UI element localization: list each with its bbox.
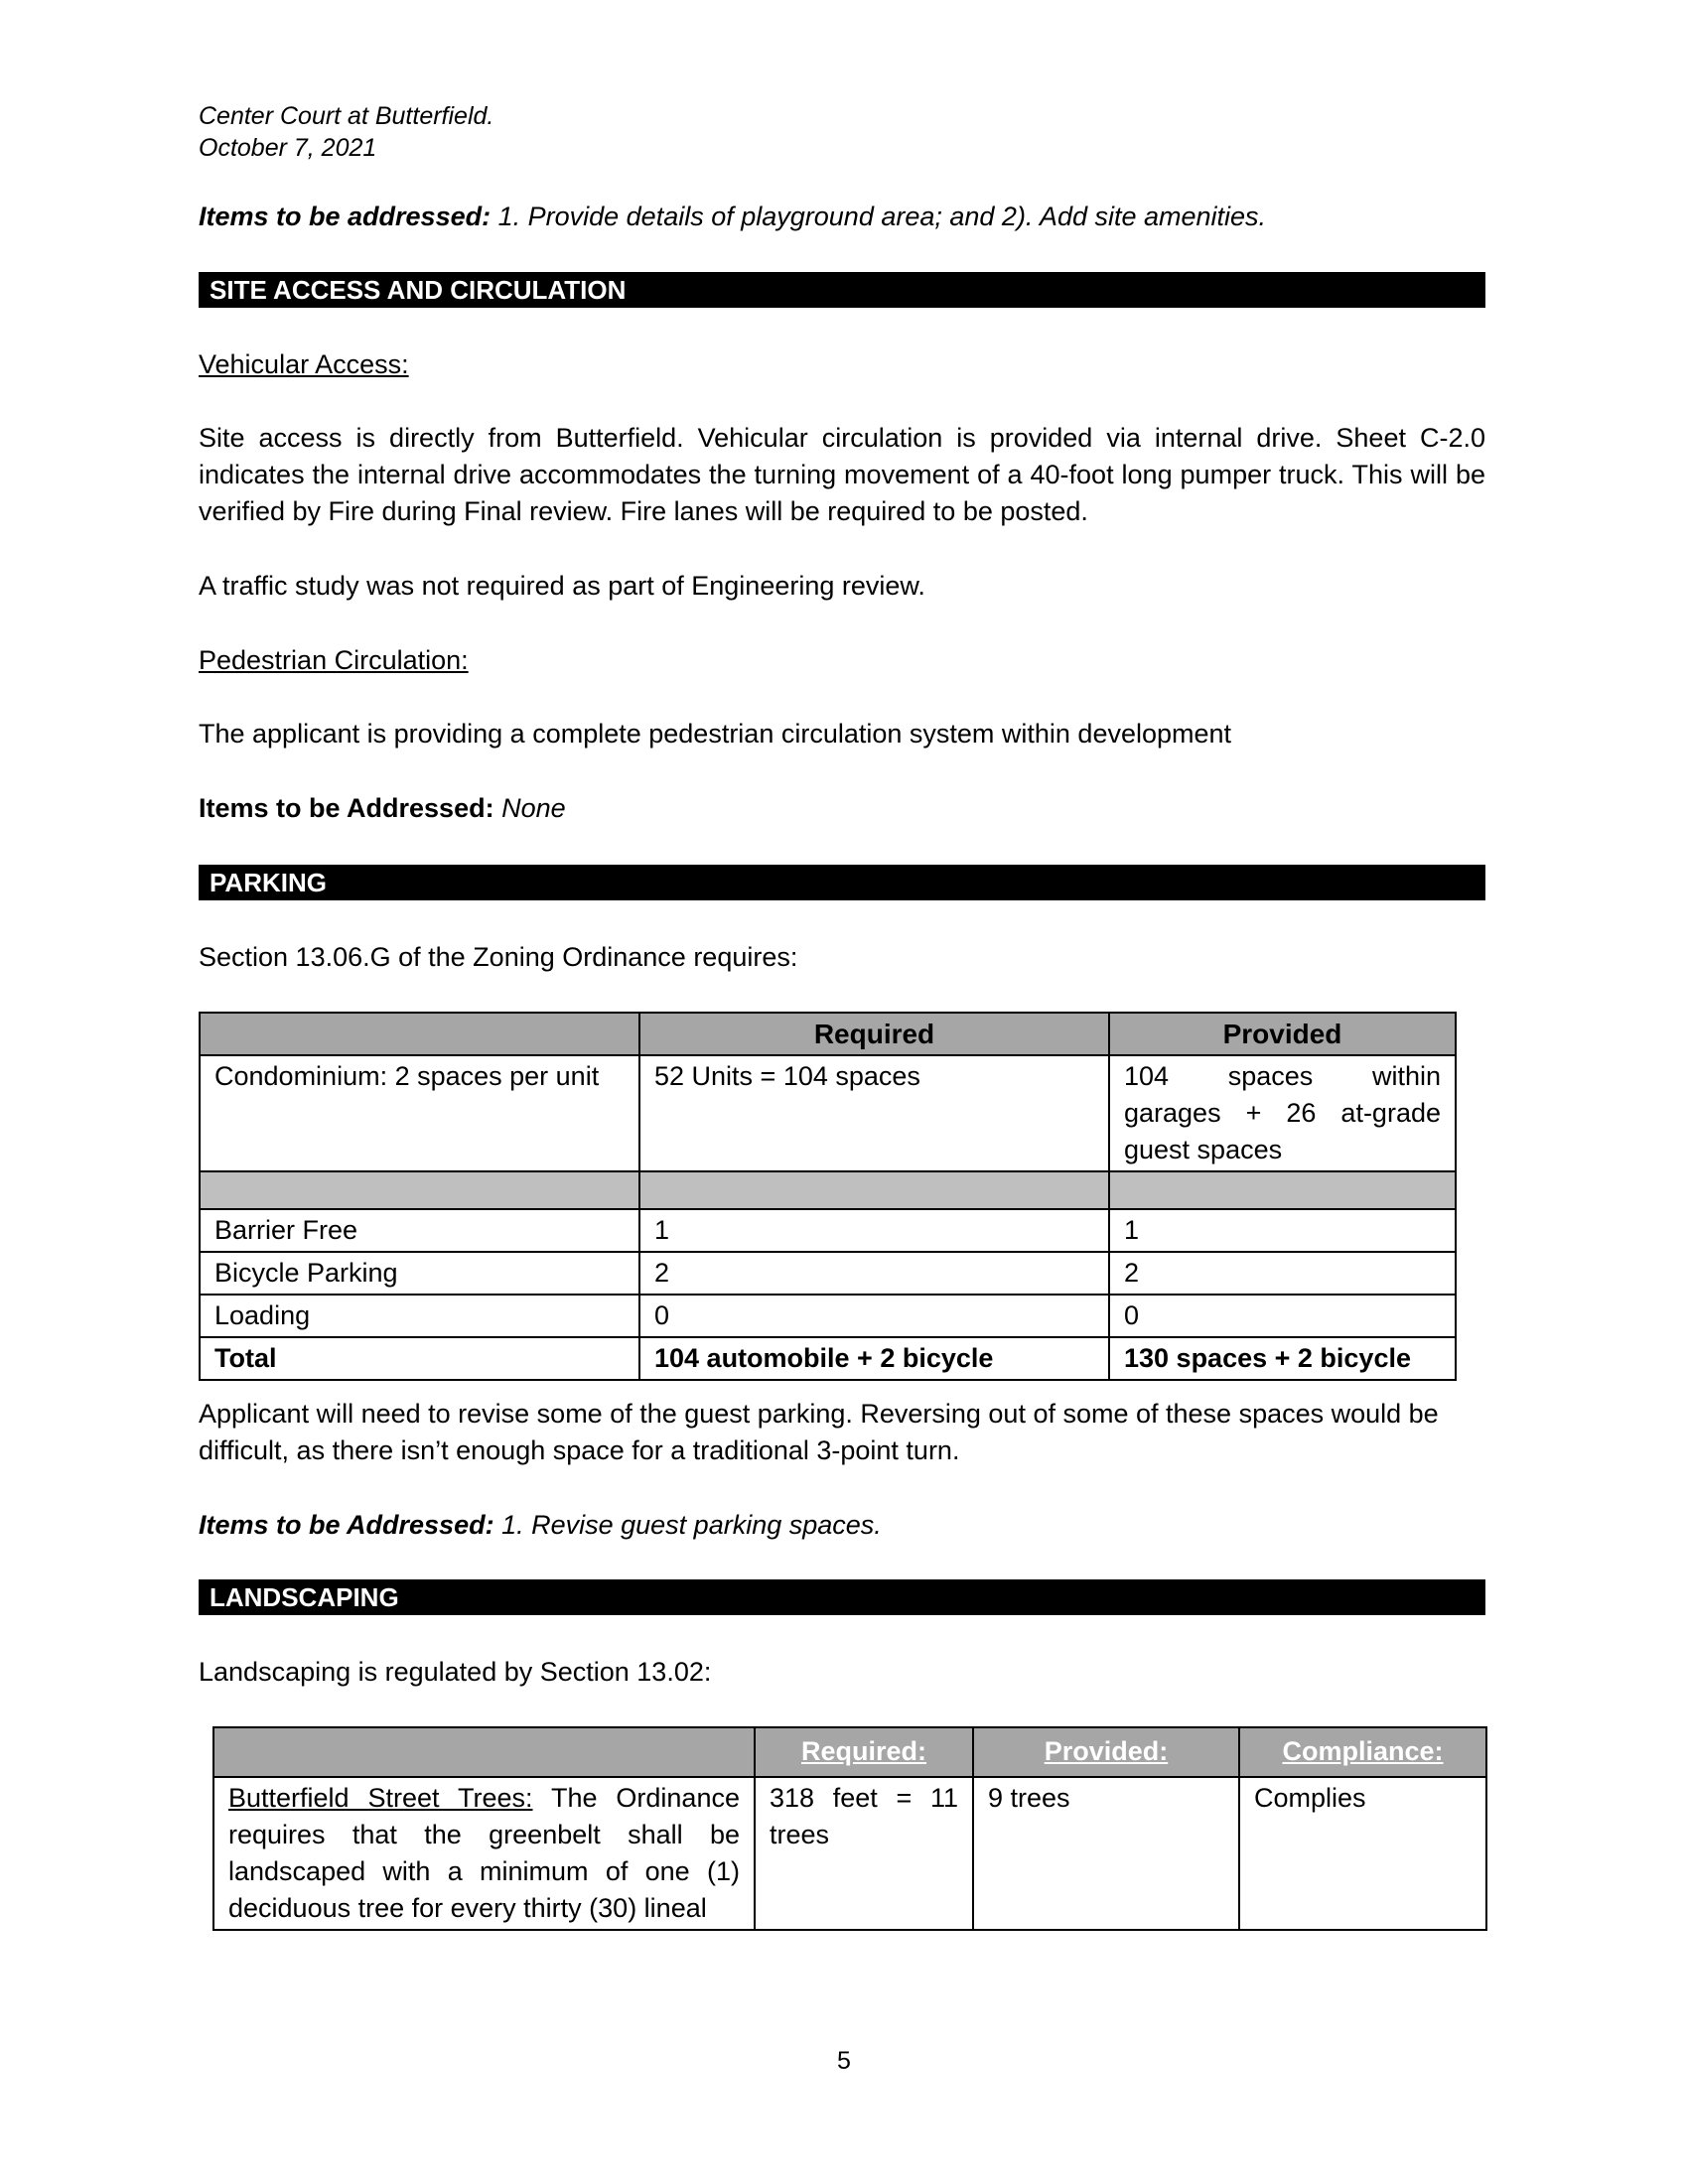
parking-row-provided: 2 [1109,1252,1456,1295]
pedestrian-heading-line [199,642,1485,679]
vehicular-access-heading: Vehicular Access: [199,349,409,379]
site-access-items-label: Items to be Addressed: [199,793,494,823]
parking-total-label: Total [200,1337,639,1380]
parking-items-label: Items to be Addressed: [199,1510,494,1540]
parking-note-paragraph: Applicant will need to revise some of the guest parking. Reversing out of some of these spaces would be difficult, as there isn’t enough space for a traditional 3-point turn. [199,1399,1439,1465]
vehicular-heading-line [199,346,1485,383]
prior-items-text: 1. Provide details of playground area; and 2). Add site amenities. [491,202,1267,231]
parking-total-required: 104 automobile + 2 bicycle [639,1337,1109,1380]
pedestrian-paragraph: The applicant is providing a complete pedestrian circulation system within development [199,719,1232,749]
landscape-col-label [213,1727,755,1777]
table-row-total [200,1337,1456,1380]
parking-intro: Section 13.06.G of the Zoning Ordinance requires: [199,942,798,972]
landscape-col-provided: Provided: [973,1727,1239,1777]
project-name: Center Court at Butterfield. [199,102,494,130]
page-number: 5 [837,2047,851,2075]
landscaping-section-bar: LANDSCAPING [199,1579,1485,1615]
parking-row-label: Condominium: 2 spaces per unit [200,1055,639,1171]
report-date: October 7, 2021 [199,134,377,162]
parking-row-required: 0 [639,1295,1109,1337]
street-trees-required: 318 feet = 11 trees [755,1777,973,1930]
parking-col-required: Required [639,1013,1109,1055]
parking-row-label: Barrier Free [200,1209,639,1252]
traffic-study-paragraph: A traffic study was not required as part of Engineering review. [199,571,925,601]
table-row [200,1055,1456,1171]
pedestrian-circulation-heading: Pedestrian Circulation: [199,645,469,675]
parking-row-provided: 104 spaces within garages + 26 at-grade guest spaces [1109,1055,1456,1171]
street-trees-compliance: Complies [1239,1777,1486,1930]
spacer-cell [1109,1171,1456,1209]
spacer-cell [639,1171,1109,1209]
parking-row-required: 1 [639,1209,1109,1252]
site-access-items-line [199,790,1485,827]
site-access-items-text: None [493,793,566,823]
landscaping-table-header [213,1727,1486,1777]
parking-row-required: 2 [639,1252,1109,1295]
prior-items-line [199,199,1485,235]
table-row [200,1295,1456,1337]
parking-col-label [200,1013,639,1055]
parking-total-provided: 130 spaces + 2 bicycle [1109,1337,1456,1380]
landscaping-table [212,1726,1487,1931]
street-trees-label: Butterfield Street Trees: [228,1783,533,1813]
parking-row-provided: 0 [1109,1295,1456,1337]
table-row [200,1252,1456,1295]
parking-table [199,1012,1457,1381]
vehicular-access-paragraph: Site access is directly from Butterfield. Vehicular circulation is provided via internal drive. Sheet C-2.0 indicates the internal drive accommodates the turning movement of a 40-foot long pumper truck. This will be verified by Fire during Final review. Fire lanes will be required to be posted. [199,423,1485,526]
parking-row-provided: 1 [1109,1209,1456,1252]
landscape-col-compliance: Compliance: [1239,1727,1486,1777]
landscaping-intro: Landscaping is regulated by Section 13.02: [199,1657,712,1687]
parking-row-label: Bicycle Parking [200,1252,639,1295]
table-row [213,1777,1486,1930]
spacer-cell [200,1171,639,1209]
street-trees-provided: 9 trees [973,1777,1239,1930]
parking-table-header [200,1013,1456,1055]
parking-row-required: 52 Units = 104 spaces [639,1055,1109,1171]
parking-section-bar: PARKING [199,865,1485,900]
site-access-section-bar: SITE ACCESS AND CIRCULATION [199,272,1485,308]
street-trees-description: The Ordinance requires that the greenbelt shall be landscaped with a minimum of one (1) deciduous tree for every thirty (30) lineal [228,1783,740,1923]
table-row-spacer [200,1171,1456,1209]
prior-items-label: Items to be addressed: [199,202,492,231]
parking-items-text: 1. Revise guest parking spaces. [493,1510,882,1540]
table-row [200,1209,1456,1252]
landscape-col-required: Required: [755,1727,973,1777]
street-trees-description-cell [213,1777,755,1930]
parking-row-label: Loading [200,1295,639,1337]
parking-col-provided: Provided [1109,1013,1456,1055]
parking-items-line [199,1507,1485,1544]
